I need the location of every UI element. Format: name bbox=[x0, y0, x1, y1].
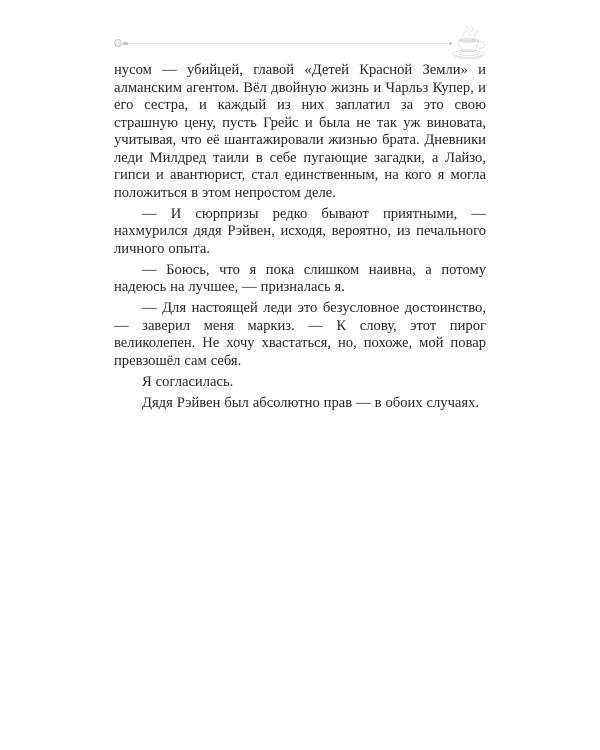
rule-start-dot-icon bbox=[114, 39, 122, 47]
header-rule bbox=[114, 22, 452, 64]
paragraph: Дядя Рэйвен был абсолютно прав — в обоих случаях. bbox=[142, 394, 480, 411]
page-body-text bbox=[114, 62, 486, 412]
rule-start-tick-icon bbox=[123, 42, 128, 45]
paragraph: Я согласилась. bbox=[142, 373, 234, 390]
paragraph: нусом — убийцей, главой «Детей Красной Земли» и алманским агентом. Вёл двойную жизнь и Чарльз Купер, и его сестра, и каждый из них заплатил за это свою страшную цену, пусть Грейс и была не так уж виновата, учитывая, что её шантажировали жизнью брата. Дневники леди Милдред таили в себе пугающие загадки, а Лайзо, гипси и авантюрист, стал единственным, на кого я могла положиться в этом непростом деле. bbox=[114, 62, 486, 201]
rule-line bbox=[129, 43, 449, 44]
paragraph: — Боюсь, что я пока слишком наивна, а потому надеюсь на лучшее, — призналась я. bbox=[114, 261, 486, 296]
teacup-icon bbox=[440, 22, 492, 66]
paragraph: — И сюрпризы редко бывают приятными, — нахмурился дядя Рэйвен, исходя, вероятно, из печального личного опыта. bbox=[114, 205, 486, 257]
paragraph: — Для настоящей леди это безусловное достоинство, — заверил меня маркиз. — К слову, этот пирог великолепен. Не хочу хвастаться, но, похоже, мой повар превзошёл сам себя. bbox=[114, 300, 486, 369]
page-header-ornament bbox=[114, 22, 486, 64]
